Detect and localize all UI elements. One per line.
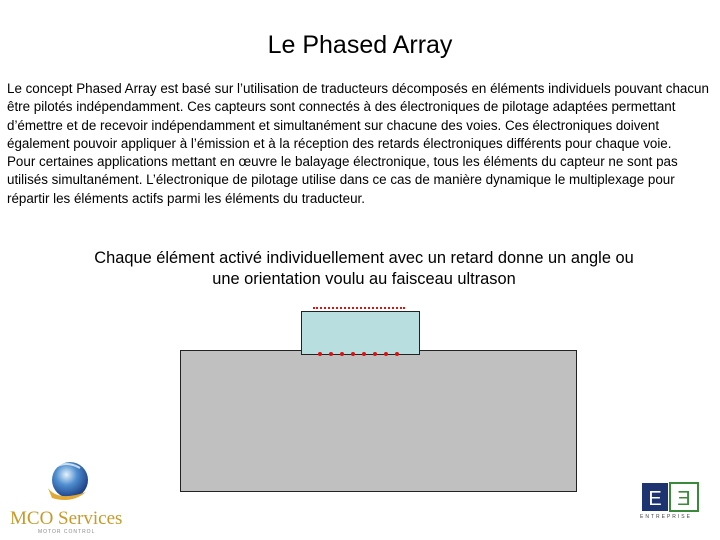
page-title: Le Phased Array xyxy=(267,31,453,59)
array-element-dot xyxy=(373,352,377,356)
svg-text:E: E xyxy=(677,488,691,510)
diagram-caption: Chaque élément activé individuellement avec un retard donne un angle ou une orientation voulu au faisceau ultrason xyxy=(94,249,634,288)
mco-logo-subtext: MOTOR CONTROL xyxy=(38,529,96,535)
array-element-dot xyxy=(384,352,388,356)
paragraph-1: Le concept Phased Array est basé sur l’utilisation de traducteurs décomposés en éléments individuels pouvant chacun être pilotés indépendamment. Ces capteurs sont connectés à des électroniques de pilotage adaptées permettant d’émettre et de recevoir indépendamment et simultanément sur chacune des voies. Ces électroniques doivent également pouvoir appliquer à l’émission et à la réception des retards électroniques différents pour chaque voie. xyxy=(7,81,709,151)
mco-logo-text: MCO Services xyxy=(10,508,123,529)
array-element-dot xyxy=(351,352,355,356)
array-element-dot xyxy=(362,352,366,356)
entreprise-logo-subtext: ENTREPRISE xyxy=(640,514,692,520)
phased-array-probe xyxy=(301,311,420,355)
probe-top-element-line xyxy=(313,307,405,312)
array-element-dot xyxy=(340,352,344,356)
array-element-dot xyxy=(395,352,399,356)
svg-text:E: E xyxy=(648,488,662,510)
paragraph-2: Pour certaines applications mettant en œuvre le balayage électronique, tous les éléments du capteur ne sont pas utilisés simultanément. L’électronique de pilotage utilise dans ce cas de manière dynamique le multiplexage pour répartir les éléments actifs parmi les éléments du traducteur. xyxy=(7,154,678,206)
array-element-dot xyxy=(329,352,333,356)
body-text xyxy=(7,80,715,208)
array-element-dot xyxy=(318,352,322,356)
test-specimen-block xyxy=(180,350,577,492)
